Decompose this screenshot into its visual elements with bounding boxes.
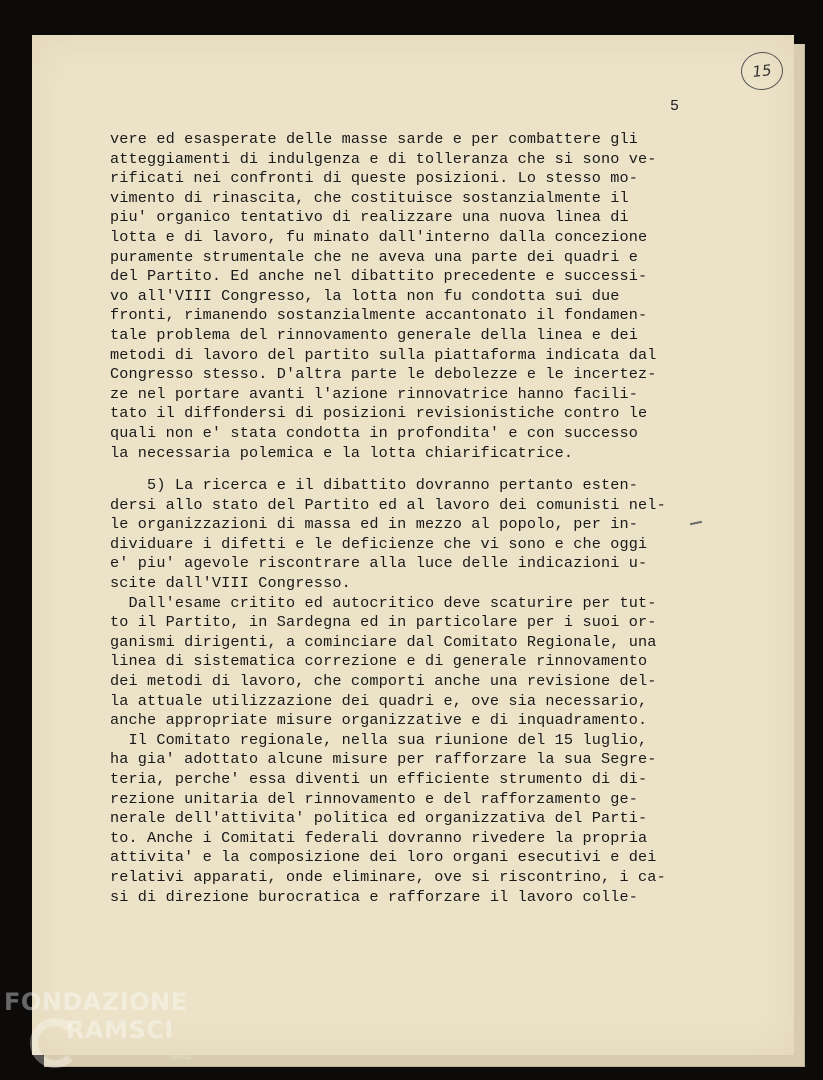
text-line: piu' organico tentativo di realizzare una nuova linea di <box>110 208 629 227</box>
text-line: to. Anche i Comitati federali dovranno rivedere la propria <box>110 828 648 847</box>
paragraph <box>110 731 700 907</box>
text-line: vo all'VIII Congresso, la lotta non fu condotta sui due <box>110 286 620 305</box>
text-line: nerale dell'attivita' politica ed organizzativa del Parti- <box>110 809 648 828</box>
text-line: Dall'esame critito ed autocritico deve scaturire per tut- <box>110 593 657 612</box>
page-number: 5 <box>670 98 680 115</box>
text-line: scite dall'VIII Congresso. <box>110 574 351 593</box>
text-line: metodi di lavoro del partito sulla piattaforma indicata dal <box>110 345 657 364</box>
text-line: attivita' e la composizione dei loro organi esecutivi e dei <box>110 848 657 867</box>
text-line: puramente strumentale che ne aveva una parte dei quadri e <box>110 247 639 266</box>
text-line: dividuare i difetti e le deficienze che vi sono e che oggi <box>110 534 648 553</box>
typed-body-text <box>110 130 700 907</box>
watermark-line-1: FONDAZIONE <box>4 988 188 1016</box>
text-line: e' piu' agevole riscontrare alla luce delle indicazioni u- <box>110 554 648 573</box>
text-line: anche appropriate misure organizzative e di inquadramento. <box>110 711 648 730</box>
watermark-subtitle: onlus <box>170 1052 192 1061</box>
text-line: la necessaria polemica e la lotta chiarificatrice. <box>110 443 574 462</box>
text-line: ha gia' adottato alcune misure per rafforzare la sua Segre- <box>110 750 657 769</box>
text-line: si di direzione burocratica e rafforzare il lavoro colle- <box>110 887 639 906</box>
text-line: atteggiamenti di indulgenza e di tolleranza che si sono ve- <box>110 149 657 168</box>
text-line: Il Comitato regionale, nella sua riunione del 15 luglio, <box>110 730 648 749</box>
text-line: tale problema del rinnovamento generale della linea e dei <box>110 325 639 344</box>
text-line: fronti, rimanendo sostanzialmente accantonato il fondamen- <box>110 306 648 325</box>
watermark-line-2: RAMSCI <box>66 1016 174 1044</box>
text-line: vere ed esasperate delle masse sarde e per combattere gli <box>110 130 639 148</box>
text-line: ganismi dirigenti, a cominciare dal Comitato Regionale, una <box>110 632 657 651</box>
text-line: dersi allo stato del Partito ed al lavoro dei comunisti nel- <box>110 495 666 514</box>
text-line: linea di sistematica correzione e di generale rinnovamento <box>110 652 648 671</box>
paragraph <box>110 476 700 594</box>
paragraph <box>110 130 700 463</box>
text-line: 5) La ricerca e il dibattito dovranno pertanto esten- <box>110 476 639 495</box>
text-line: la attuale utilizzazione dei quadri e, ove sia necessario, <box>110 691 648 710</box>
text-line: rificati nei confronti di queste posizioni. Lo stesso mo- <box>110 169 639 188</box>
text-line: vimento di rinascita, che costituisce sostanzialmente il <box>110 188 629 207</box>
text-line: dei metodi di lavoro, che comporti anche una revisione del- <box>110 672 657 691</box>
text-line: lotta e di lavoro, fu minato dall'interno dalla concezione <box>110 227 648 246</box>
text-line: Congresso stesso. D'altra parte le debolezze e le incertez- <box>110 365 657 384</box>
text-line: relativi apparati, onde eliminare, ove si riscontrino, i ca- <box>110 867 666 886</box>
text-line: tato il diffondersi di posizioni revisionistiche contro le <box>110 404 648 423</box>
text-line: ze nel portare avanti l'azione rinnovatrice hanno facili- <box>110 384 639 403</box>
text-line: le organizzazioni di massa ed in mezzo al popolo, per in- <box>110 515 639 534</box>
text-line: teria, perche' essa diventi un efficiente strumento di di- <box>110 770 648 788</box>
text-line: rezione unitaria del rinnovamento e del rafforzamento ge- <box>110 789 639 808</box>
paragraph-gap <box>110 463 700 476</box>
text-line: to il Partito, in Sardegna ed in particolare per i suoi or- <box>110 613 657 632</box>
watermark-logo <box>4 990 188 1042</box>
paragraph <box>110 594 700 731</box>
archive-page-stamp: 15 <box>739 50 785 92</box>
text-line: del Partito. Ed anche nel dibattito precedente e successi- <box>110 267 648 286</box>
text-line: quali non e' stata condotta in profondita' e con successo <box>110 423 639 442</box>
